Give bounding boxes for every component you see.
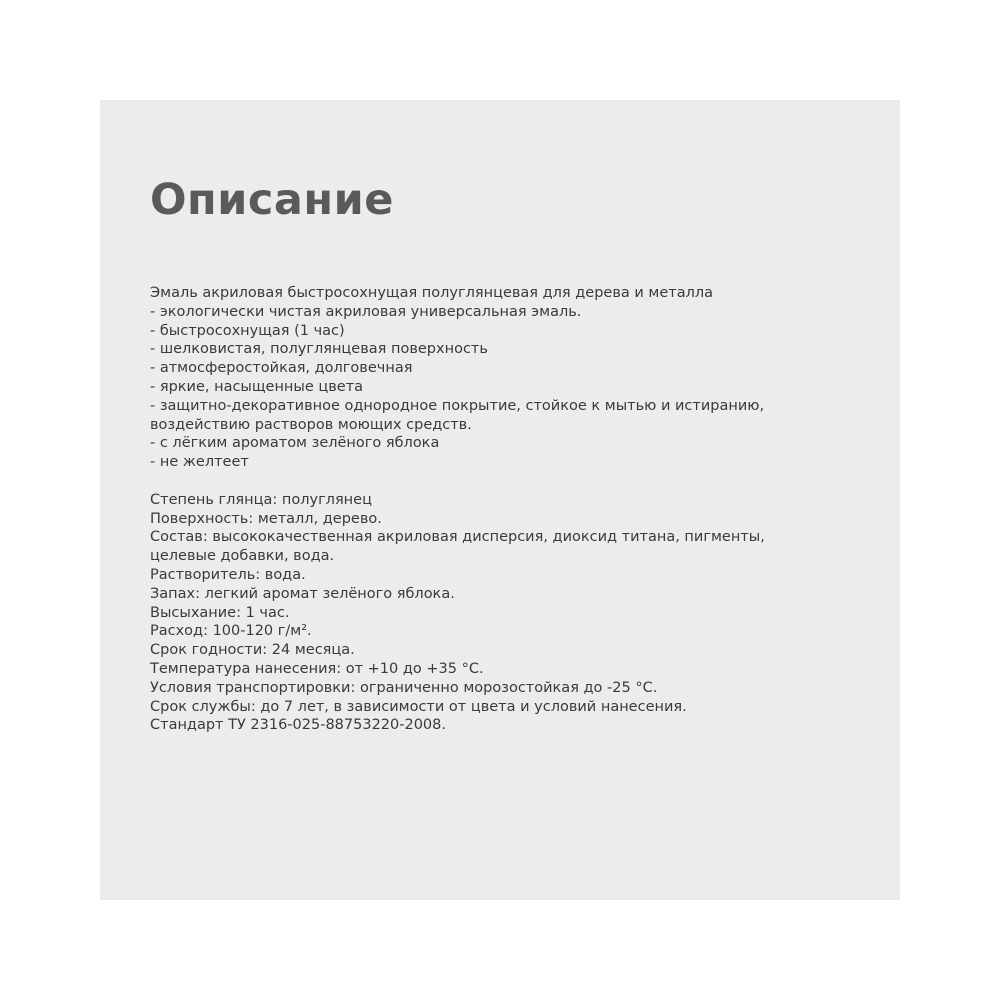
spec-item: Степень глянца: полуглянец bbox=[150, 491, 372, 508]
spec-item: Срок службы: до 7 лет, в зависимости от цвета и условий нанесения. bbox=[150, 698, 687, 715]
spec-item: Условия транспортировки: ограниченно морозостойкая до -25 °С. bbox=[150, 679, 658, 696]
description-card bbox=[100, 100, 900, 900]
list-item: - не желтеет bbox=[150, 454, 249, 471]
section-spacer bbox=[150, 472, 870, 491]
spec-item: Запах: легкий аромат зелёного яблока. bbox=[150, 585, 455, 602]
spec-item: Растворитель: вода. bbox=[150, 566, 306, 583]
spec-item: целевые добавки, вода. bbox=[150, 548, 335, 565]
page-title: Описание bbox=[150, 175, 394, 225]
list-item: - атмосферостойкая, долговечная bbox=[150, 360, 413, 377]
spec-item: Поверхность: металл, дерево. bbox=[150, 510, 382, 527]
spec-item: Состав: высококачественная акриловая дисперсия, диоксид титана, пигменты, bbox=[150, 529, 765, 546]
description-body bbox=[150, 284, 870, 735]
spec-item: Расход: 100-120 г/м². bbox=[150, 623, 312, 640]
list-item: - с лёгким ароматом зелёного яблока bbox=[150, 435, 440, 452]
spec-item: Срок годности: 24 месяца. bbox=[150, 642, 355, 659]
specs-list bbox=[150, 491, 870, 735]
list-item: - экологически чистая акриловая универсальная эмаль. bbox=[150, 303, 582, 320]
spec-item: Высыхание: 1 час. bbox=[150, 604, 290, 621]
spec-item: Температура нанесения: от +10 до +35 °С. bbox=[150, 660, 484, 677]
list-item: Эмаль акриловая быстросохнущая полуглянцевая для дерева и металла bbox=[150, 285, 714, 301]
list-item: - яркие, насыщенные цвета bbox=[150, 378, 364, 395]
spec-item: Стандарт ТУ 2316-025-88753220-2008. bbox=[150, 717, 446, 734]
list-item: - защитно-декоративное однородное покрытие, стойкое к мытью и истиранию, bbox=[150, 397, 765, 414]
features-list bbox=[150, 284, 870, 472]
list-item: - шелковистая, полуглянцевая поверхность bbox=[150, 341, 488, 358]
list-item: - быстросохнущая (1 час) bbox=[150, 322, 345, 339]
list-item: воздействию растворов моющих средств. bbox=[150, 416, 472, 433]
